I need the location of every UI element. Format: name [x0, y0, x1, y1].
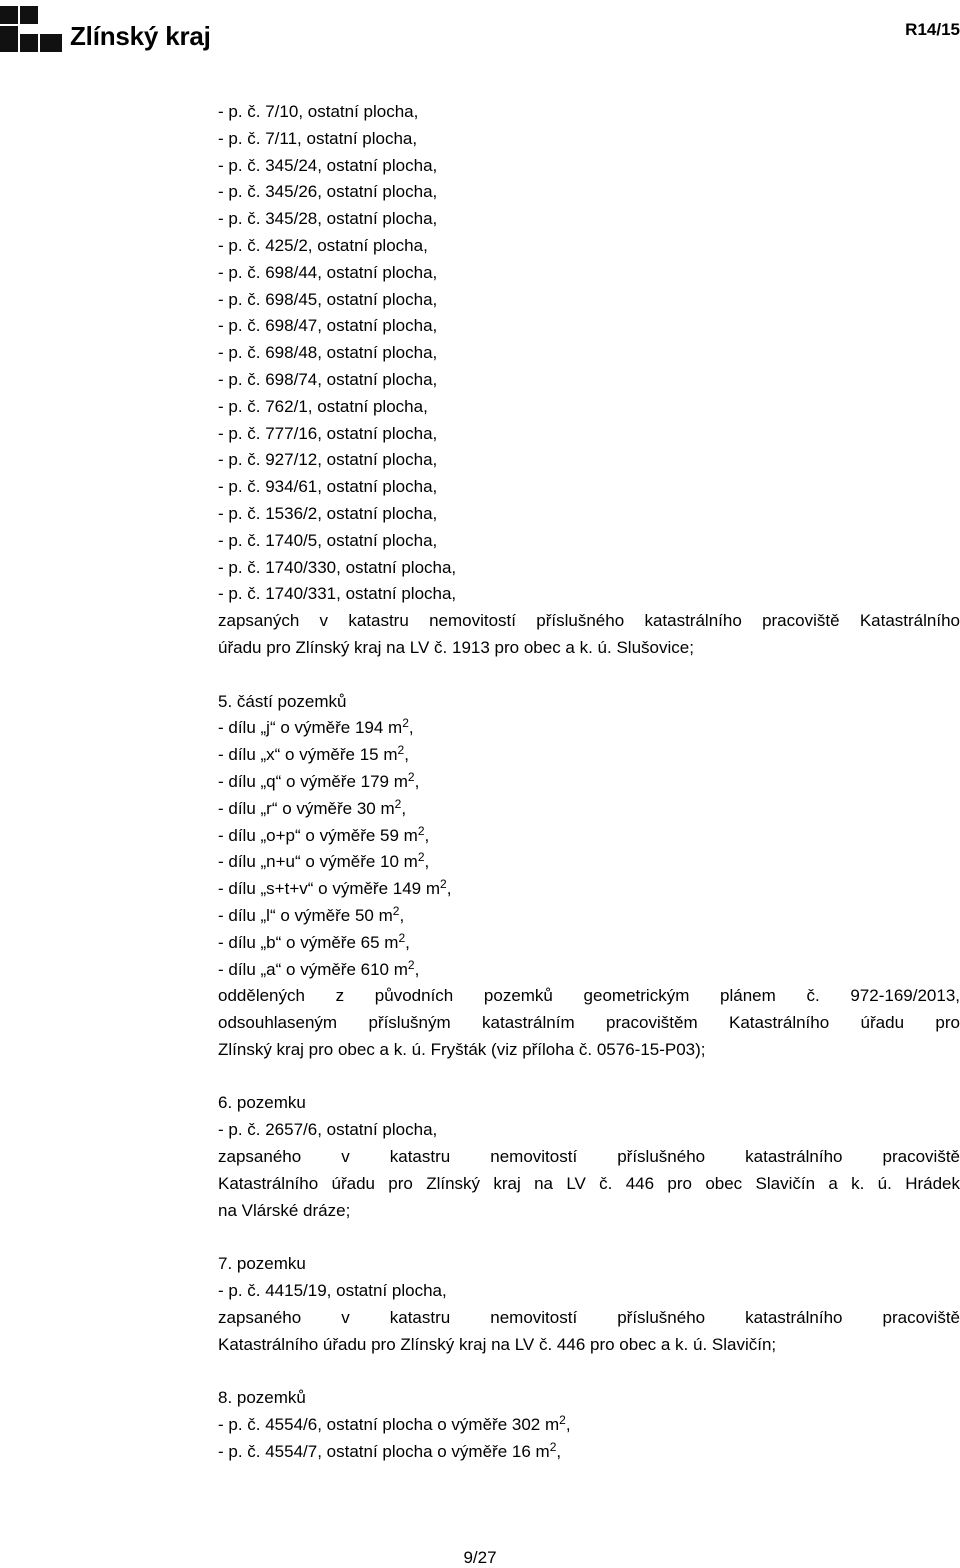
superscript: 2 — [417, 823, 425, 838]
text-line — [218, 260, 960, 287]
text-line — [218, 983, 960, 1010]
line-text: - p. č. 698/48, ostatní plocha, — [218, 343, 438, 363]
text-line — [218, 394, 960, 421]
text-line — [218, 126, 960, 153]
line-text: - dílu „s+t+v“ o výměře 149 m — [218, 879, 441, 899]
line-text: - p. č. 698/47, ostatní plocha, — [218, 316, 438, 336]
line-text: - p. č. 4415/19, ostatní plocha, — [218, 1281, 447, 1301]
text-line — [218, 1332, 960, 1359]
superscript: 2 — [394, 796, 402, 811]
line-text: - p. č. 762/1, ostatní plocha, — [218, 396, 428, 416]
line-text: - p. č. 698/74, ostatní plocha, — [218, 369, 438, 389]
line-text: - dílu „b“ o výměře 65 m — [218, 932, 399, 952]
page-number: 9/27 — [463, 1548, 497, 1567]
text-line — [218, 608, 960, 635]
logo-text: Zlínský kraj — [70, 21, 211, 51]
text-line — [218, 1251, 960, 1278]
text-line — [218, 1439, 960, 1466]
text-line — [218, 287, 960, 314]
line-text: zapsaného v katastru nemovitostí příslušného katastrálního pracoviště — [218, 1307, 960, 1327]
line-text: - p. č. 345/24, ostatní plocha, — [218, 155, 438, 175]
line-text: - p. č. 7/11, ostatní plocha, — [218, 128, 418, 148]
line-text: oddělených z původních pozemků geometrickým plánem č. 972-169/2013, — [218, 986, 960, 1006]
text-line — [218, 313, 960, 340]
superscript: 2 — [417, 850, 425, 865]
line-text: - dílu „n+u“ o výměře 10 m — [218, 852, 418, 872]
line-text: 5. částí pozemků — [218, 691, 347, 711]
text-line — [218, 769, 960, 796]
text-line — [218, 447, 960, 474]
line-text: - p. č. 425/2, ostatní plocha, — [218, 235, 428, 255]
superscript: 2 — [407, 957, 415, 972]
text-line — [218, 689, 960, 716]
region-logo — [0, 6, 211, 54]
line-tail: , — [401, 798, 407, 818]
text-line — [218, 581, 960, 608]
line-text: - p. č. 7/10, ostatní plocha, — [218, 102, 419, 121]
text-line — [218, 1385, 960, 1412]
text-line — [218, 823, 960, 850]
document-body — [218, 99, 960, 1466]
paragraph-gap — [218, 662, 960, 689]
text-line — [218, 528, 960, 555]
text-line — [218, 179, 960, 206]
line-tail: , — [414, 771, 420, 791]
superscript: 2 — [402, 716, 409, 731]
line-tail: , — [414, 959, 420, 979]
line-text: - p. č. 345/28, ostatní plocha, — [218, 209, 438, 229]
superscript: 2 — [397, 743, 405, 758]
line-text: - p. č. 698/45, ostatní plocha, — [218, 289, 438, 309]
line-text: - p. č. 4554/7, ostatní plocha o výměře 16 m — [218, 1441, 550, 1461]
document-reference: R14/15 — [905, 20, 960, 39]
line-text: - p. č. 1536/2, ostatní plocha, — [218, 503, 438, 523]
text-line — [218, 715, 960, 742]
text-line — [218, 99, 960, 126]
line-text: zapsaného v katastru nemovitostí příslušného katastrálního pracoviště — [218, 1147, 960, 1167]
text-line — [218, 367, 960, 394]
line-text: 8. pozemků — [218, 1388, 306, 1408]
text-line — [218, 474, 960, 501]
text-line — [218, 876, 960, 903]
text-line — [218, 1090, 960, 1117]
line-text: - dílu „q“ o výměře 179 m — [218, 771, 408, 791]
text-line — [218, 796, 960, 823]
line-tail: , — [404, 745, 409, 765]
text-line — [218, 153, 960, 180]
line-text: - p. č. 1740/5, ostatní plocha, — [218, 530, 438, 550]
line-text: zapsaných v katastru nemovitostí příslušného katastrálního pracoviště Katastrálního — [218, 611, 960, 631]
text-line — [218, 501, 960, 528]
superscript: 2 — [392, 903, 400, 918]
text-line — [218, 635, 960, 662]
line-tail: , — [408, 718, 414, 738]
line-text: Katastrálního úřadu pro Zlínský kraj na LV č. 446 pro obec Slavičín a k. ú. Hrádek — [218, 1173, 960, 1193]
line-text: odsouhlaseným příslušným katastrálním pracovištěm Katastrálního úřadu pro — [218, 1013, 960, 1033]
line-text: - dílu „x“ o výměře 15 m — [218, 745, 398, 765]
superscript: 2 — [407, 769, 415, 784]
line-text: - p. č. 345/26, ostatní plocha, — [218, 182, 438, 202]
text-line — [218, 340, 960, 367]
text-line — [218, 849, 960, 876]
line-tail: , — [424, 852, 430, 872]
line-text: - p. č. 1740/331, ostatní plocha, — [218, 584, 457, 604]
line-text: - dílu „j“ o výměře 194 m — [218, 718, 403, 738]
line-text: Katastrálního úřadu pro Zlínský kraj na LV č. 446 pro obec a k. ú. Slavičín; — [218, 1334, 777, 1354]
line-text: - dílu „a“ o výměře 610 m — [218, 959, 408, 979]
superscript: 2 — [549, 1439, 557, 1454]
text-line — [218, 206, 960, 233]
line-text: - p. č. 4554/6, ostatní plocha o výměře 302 m — [218, 1415, 560, 1435]
logo-mark-icon — [0, 6, 64, 54]
superscript: 2 — [398, 930, 406, 945]
text-line — [218, 233, 960, 260]
text-line — [218, 1412, 960, 1439]
text-line — [218, 1144, 960, 1171]
text-line — [218, 1037, 960, 1064]
line-text: 7. pozemku — [218, 1254, 306, 1274]
text-line — [218, 1171, 960, 1198]
line-tail: , — [565, 1415, 571, 1435]
text-line — [218, 421, 960, 448]
line-tail: , — [556, 1441, 562, 1461]
text-line — [218, 1278, 960, 1305]
text-line — [218, 903, 960, 930]
line-text: - p. č. 1740/330, ostatní plocha, — [218, 557, 457, 577]
text-line — [218, 1198, 960, 1225]
line-text: - p. č. 2657/6, ostatní plocha, — [218, 1120, 438, 1140]
superscript: 2 — [440, 877, 447, 892]
text-line — [218, 1117, 960, 1144]
line-text: - dílu „o+p“ o výměře 59 m — [218, 825, 418, 845]
line-text: - dílu „r“ o výměře 30 m — [218, 798, 395, 818]
text-line — [218, 1010, 960, 1037]
superscript: 2 — [559, 1413, 566, 1428]
text-line — [218, 957, 960, 984]
line-tail: , — [424, 825, 430, 845]
text-line — [218, 742, 960, 769]
line-text: - p. č. 777/16, ostatní plocha, — [218, 423, 438, 443]
line-text: na Vlárské dráze; — [218, 1200, 351, 1220]
paragraph-gap — [218, 1064, 960, 1091]
line-text: - p. č. 934/61, ostatní plocha, — [218, 477, 438, 497]
line-text: 6. pozemku — [218, 1093, 306, 1113]
line-text: úřadu pro Zlínský kraj na LV č. 1913 pro obec a k. ú. Slušovice; — [218, 637, 694, 657]
line-tail: , — [405, 932, 410, 952]
paragraph-gap — [218, 1358, 960, 1385]
line-tail: , — [399, 905, 405, 925]
text-line — [218, 555, 960, 582]
line-text: Zlínský kraj pro obec a k. ú. Fryšták (viz příloha č. 0576-15-P03); — [218, 1039, 706, 1059]
line-text: - p. č. 927/12, ostatní plocha, — [218, 450, 438, 470]
text-line — [218, 1305, 960, 1332]
line-tail: , — [446, 879, 452, 899]
paragraph-gap — [218, 1224, 960, 1251]
text-line — [218, 930, 960, 957]
line-text: - dílu „l“ o výměře 50 m — [218, 905, 393, 925]
line-text: - p. č. 698/44, ostatní plocha, — [218, 262, 438, 282]
